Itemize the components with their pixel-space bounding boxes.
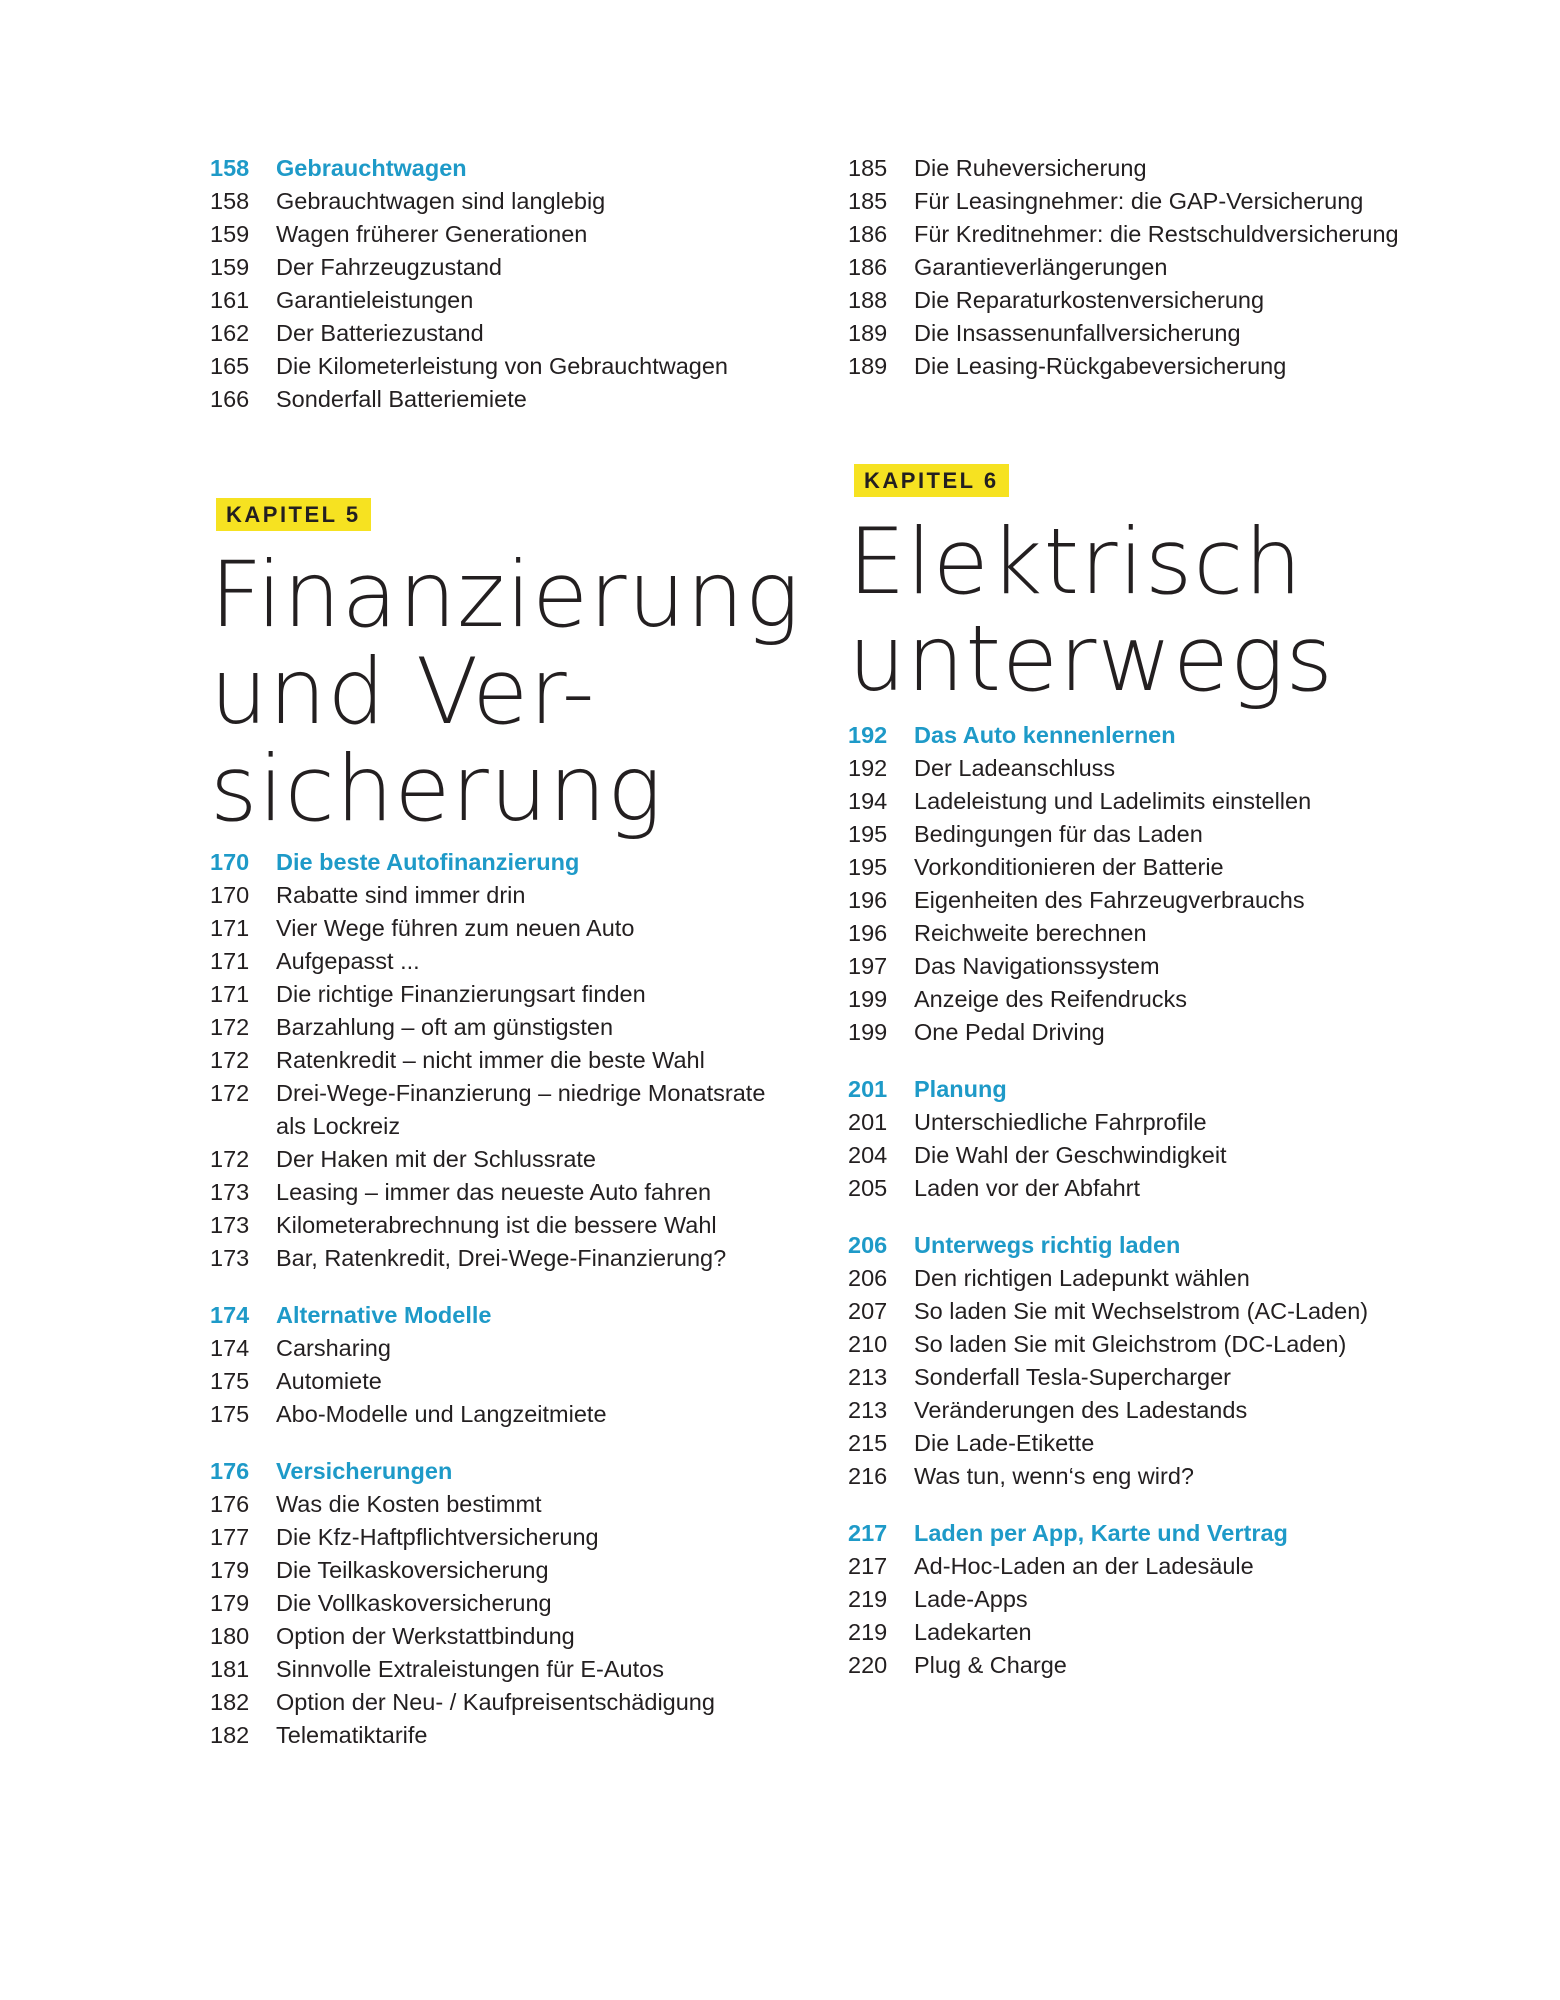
page-number: 180 [210,1623,250,1649]
entry-title: Sinnvolle Extraleistungen für E-Autos [276,1656,664,1682]
entry-title: Laden per App, Karte und Vertrag [914,1520,1288,1546]
entry-title: Die Ruheversicherung [914,155,1147,181]
toc-entry [210,1554,800,1587]
toc-entry [848,818,1448,851]
toc-entry [210,879,800,912]
toc-entry [848,983,1448,1016]
entry-title: Alternative Modelle [276,1302,492,1328]
toc-entry [848,1295,1448,1328]
page-number: 219 [848,1619,888,1645]
toc-entry [210,1398,800,1431]
entry-title: Drei-Wege-Finanzierung – niedrige Monatsrate als Lockreiz [276,1080,766,1139]
page-number: 201 [848,1076,888,1102]
toc-entry [848,1361,1448,1394]
page-number: 161 [210,287,250,313]
toc-entry [848,950,1448,983]
chapter-title-line: Elektrisch [848,510,1303,615]
entry-title: Laden vor der Abfahrt [914,1175,1141,1201]
toc-entry [210,1011,800,1044]
toc-entry [848,1460,1448,1493]
toc-entry [210,1719,800,1752]
entry-title: Garantieverlängerungen [914,254,1168,280]
entry-title: Der Batteriezustand [276,320,484,346]
toc-entry [848,185,1448,218]
entry-title: Die Insassenunfallversicherung [914,320,1241,346]
page-number: 170 [210,849,250,875]
entry-title: Die Kilometerleistung von Gebrauchtwagen [276,353,728,379]
entry-title: Anzeige des Reifendrucks [914,986,1188,1012]
toc-entry [848,1106,1448,1139]
chapter-title-line: unterwegs [848,607,1334,712]
toc-entry [848,1328,1448,1361]
toc-section-heading [210,152,800,185]
page-number: 217 [848,1553,888,1579]
page-number: 216 [848,1463,888,1489]
toc-entry [210,1587,800,1620]
toc-entry [210,912,800,945]
entry-title: Eigenheiten des Fahrzeugverbrauchs [914,887,1305,913]
entry-title: Die Teilkaskoversicherung [276,1557,549,1583]
page-number: 165 [210,353,250,379]
toc-entry [210,1620,800,1653]
entry-title: Plug & Charge [914,1652,1067,1678]
toc-entry [848,251,1448,284]
toc-entry [210,1488,800,1521]
toc-entry [848,785,1448,818]
toc-list [848,152,1448,383]
page-number: 176 [210,1491,250,1517]
toc-list [210,152,800,416]
toc-section-heading [848,1229,1448,1262]
page-number: 215 [848,1430,888,1456]
toc-section-heading [848,1073,1448,1106]
toc-entry [210,1176,800,1209]
entry-title: Lade-Apps [914,1586,1028,1612]
page-number: 188 [848,287,888,313]
entry-title: Der Haken mit der Schlussrate [276,1146,596,1172]
page-number: 210 [848,1331,888,1357]
toc-section-heading [848,719,1448,752]
chapter-5 [210,498,800,1752]
entry-title: Für Kreditnehmer: die Restschuldversicherung [914,221,1399,247]
toc-entry [848,917,1448,950]
toc-entry [848,1616,1448,1649]
toc-section-heading [210,1455,800,1488]
toc-entry [848,152,1448,185]
entry-title: Rabatte sind immer drin [276,882,526,908]
toc-entry [848,1649,1448,1682]
entry-title: Leasing – immer das neueste Auto fahren [276,1179,712,1205]
entry-title: Option der Neu- / Kaufpreisentschädigung [276,1689,715,1715]
toc-left-top [210,152,800,416]
entry-title: Die Reparaturkostenversicherung [914,287,1265,313]
page-number: 170 [210,882,250,908]
toc-entry [210,350,800,383]
entry-title: Bedingungen für das Laden [914,821,1203,847]
entry-title: Unterwegs richtig laden [914,1232,1181,1258]
entry-title: Gebrauchtwagen sind langlebig [276,188,606,214]
page-number: 172 [210,1047,250,1073]
entry-title: Unterschiedliche Fahrprofile [914,1109,1207,1135]
entry-title: Ladekarten [914,1619,1032,1645]
page-number: 171 [210,981,250,1007]
toc-entry [848,1262,1448,1295]
entry-title: Automiete [276,1368,382,1394]
toc-entry [210,218,800,251]
toc-entry [848,1583,1448,1616]
page-number: 195 [848,854,888,880]
toc-entry [210,1365,800,1398]
entry-title: Ratenkredit – nicht immer die beste Wahl [276,1047,705,1073]
page-number: 185 [848,155,888,181]
toc-entry [210,1044,800,1077]
page-number: 179 [210,1590,250,1616]
toc-entry [210,1521,800,1554]
page-number: 159 [210,221,250,247]
toc-entry [848,1139,1448,1172]
page-number: 217 [848,1520,888,1546]
page-number: 173 [210,1245,250,1271]
toc-entry [848,851,1448,884]
toc-entry [848,1016,1448,1049]
page-number: 189 [848,353,888,379]
entry-title: Planung [914,1076,1007,1102]
entry-title: Vier Wege führen zum neuen Auto [276,915,635,941]
page-number: 199 [848,986,888,1012]
entry-title: Die Leasing-Rückgabeversicherung [914,353,1287,379]
toc-entry [210,1077,800,1143]
page-number: 181 [210,1656,250,1682]
entry-title: Carsharing [276,1335,391,1361]
entry-title: Garantieleistungen [276,287,474,313]
toc-section-heading [210,846,800,879]
toc-entry [210,185,800,218]
toc-entry [210,978,800,1011]
entry-title: Das Navigationssystem [914,953,1160,979]
page-number: 185 [848,188,888,214]
toc-entry [210,251,800,284]
chapter-title [848,510,1448,712]
entry-title: Ladeleistung und Ladelimits einstellen [914,788,1312,814]
toc-entry [848,350,1448,383]
chapter-badge: KAPITEL 6 [854,464,1009,497]
page-number: 189 [848,320,888,346]
toc-entry [848,1172,1448,1205]
page-number: 192 [848,755,888,781]
page-number: 175 [210,1368,250,1394]
page-number: 206 [848,1232,888,1258]
entry-title: Was tun, wenn‘s eng wird? [914,1463,1194,1489]
entry-title: Was die Kosten bestimmt [276,1491,542,1517]
page-number: 220 [848,1652,888,1678]
entry-title: Die beste Autofinanzierung [276,849,580,875]
chapter-title [210,543,801,842]
entry-title: Wagen früherer Generationen [276,221,588,247]
page-number: 172 [210,1080,250,1106]
page-number: 173 [210,1179,250,1205]
page-number: 159 [210,254,250,280]
entry-title: Ad-Hoc-Laden an der Ladesäule [914,1553,1254,1579]
page-number: 174 [210,1302,250,1328]
entry-title: Versicherungen [276,1458,453,1484]
entry-title: Option der Werkstattbindung [276,1623,575,1649]
page-number: 173 [210,1212,250,1238]
entry-title: Abo-Modelle und Langzeitmiete [276,1401,607,1427]
entry-title: Vorkonditionieren der Batterie [914,854,1224,880]
chapter-title-line: sicherung [210,737,663,842]
entry-title: So laden Sie mit Gleichstrom (DC-Laden) [914,1331,1347,1357]
toc-entry [210,1686,800,1719]
toc-section-heading [848,1517,1448,1550]
page-number: 186 [848,221,888,247]
entry-title: Sonderfall Batteriemiete [276,386,527,412]
chapter-title-line: Finanzierung [210,543,801,648]
entry-title: Der Ladeanschluss [914,755,1116,781]
page-number: 207 [848,1298,888,1324]
chapter-6 [848,464,1448,1682]
entry-title: Telematiktarife [276,1722,428,1748]
toc-entry [210,317,800,350]
page-number: 206 [848,1265,888,1291]
page-number: 175 [210,1401,250,1427]
entry-title: Veränderungen des Ladestands [914,1397,1248,1423]
page-number: 172 [210,1146,250,1172]
toc-right-top [848,152,1448,383]
toc-entry [848,1427,1448,1460]
entry-title: Aufgepasst ... [276,948,420,974]
entry-title: Die Wahl der Geschwindigkeit [914,1142,1227,1168]
toc-entry [848,884,1448,917]
entry-title: Den richtigen Ladepunkt wählen [914,1265,1250,1291]
page-number: 172 [210,1014,250,1040]
entry-title: Das Auto kennenlernen [914,722,1176,748]
page-number: 196 [848,920,888,946]
page-number: 176 [210,1458,250,1484]
toc-entry [848,1550,1448,1583]
toc-entry [848,284,1448,317]
chapter-title-line: und Ver- [210,640,596,745]
entry-title: Reichweite berechnen [914,920,1147,946]
page-number: 158 [210,155,250,181]
page-number: 179 [210,1557,250,1583]
page-number: 166 [210,386,250,412]
toc-entry [210,945,800,978]
toc-entry [210,284,800,317]
page-number: 182 [210,1689,250,1715]
page-number: 194 [848,788,888,814]
page-number: 201 [848,1109,888,1135]
entry-title: Sonderfall Tesla-Supercharger [914,1364,1231,1390]
page-number: 182 [210,1722,250,1748]
entry-title: Gebrauchtwagen [276,155,467,181]
page-number: 204 [848,1142,888,1168]
toc-entry [210,1143,800,1176]
toc-entry [210,1653,800,1686]
toc-entry [848,1394,1448,1427]
toc-entry [210,1332,800,1365]
entry-title: Der Fahrzeugzustand [276,254,502,280]
page-number: 171 [210,915,250,941]
page-number: 162 [210,320,250,346]
page-number: 213 [848,1397,888,1423]
page-number: 213 [848,1364,888,1390]
page-number: 171 [210,948,250,974]
page-number: 192 [848,722,888,748]
entry-title: Für Leasingnehmer: die GAP-Versicherung [914,188,1364,214]
chapter-badge: KAPITEL 5 [216,498,371,531]
page-number: 186 [848,254,888,280]
entry-title: Die Kfz-Haftpflichtversicherung [276,1524,599,1550]
page-number: 219 [848,1586,888,1612]
toc-entry [848,752,1448,785]
toc-list [848,719,1448,1682]
page-number: 158 [210,188,250,214]
entry-title: One Pedal Driving [914,1019,1105,1045]
toc-entry [210,1209,800,1242]
entry-title: Die Lade-Etikette [914,1430,1095,1456]
toc-section-heading [210,1299,800,1332]
page-number: 177 [210,1524,250,1550]
toc-entry [210,383,800,416]
entry-title: Die richtige Finanzierungsart finden [276,981,646,1007]
page-number: 199 [848,1019,888,1045]
page-number: 174 [210,1335,250,1361]
page-number: 195 [848,821,888,847]
toc-entry [848,218,1448,251]
page-number: 197 [848,953,888,979]
toc-entry [848,317,1448,350]
entry-title: Die Vollkaskoversicherung [276,1590,552,1616]
entry-title: Bar, Ratenkredit, Drei-Wege-Finanzierung? [276,1245,727,1271]
entry-title: So laden Sie mit Wechselstrom (AC-Laden) [914,1298,1369,1324]
toc-list [210,846,800,1752]
page-number: 205 [848,1175,888,1201]
entry-title: Kilometerabrechnung ist die bessere Wahl [276,1212,717,1238]
page-number: 196 [848,887,888,913]
entry-title: Barzahlung – oft am günstigsten [276,1014,614,1040]
toc-entry [210,1242,800,1275]
